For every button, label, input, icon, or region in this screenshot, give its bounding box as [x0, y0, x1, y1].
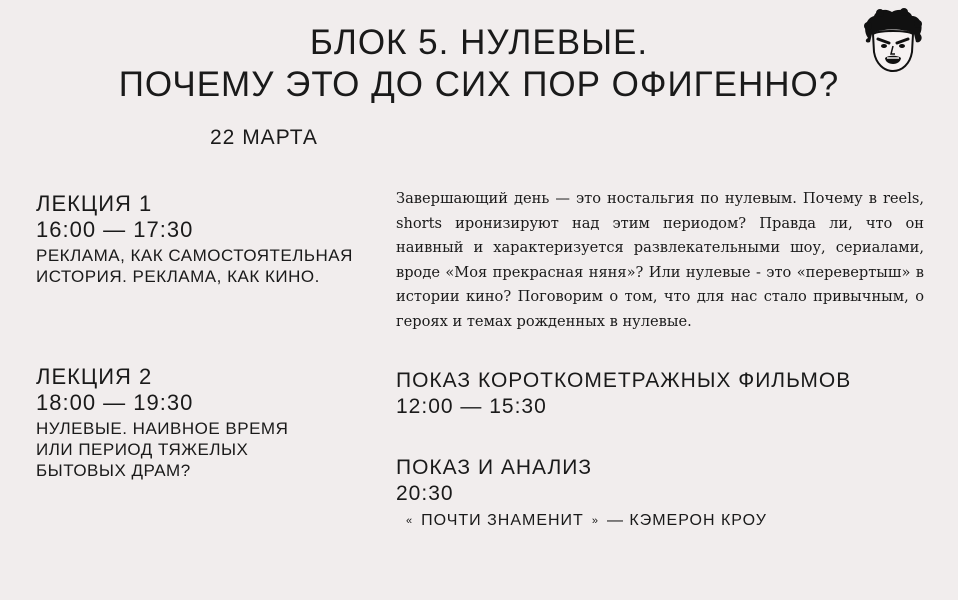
lecture-2-desc-line-2: ИЛИ ПЕРИОД ТЯЖЕЛЫХ	[36, 440, 249, 459]
film-title: ПОЧТИ ЗНАМЕНИТ	[421, 512, 584, 529]
lecture-2-desc-line-1: НУЛЕВЫЕ. НАИВНОЕ ВРЕМЯ	[36, 419, 289, 438]
quote-open: «	[406, 514, 414, 527]
lecture-2-title: ЛЕКЦИЯ 2	[36, 364, 153, 389]
screening-analysis	[396, 455, 936, 507]
shorts-time: 12:00 — 15:30	[396, 395, 547, 418]
title-line-2: ПОЧЕМУ ЭТО ДО СИХ ПОР ОФИГЕННО?	[118, 65, 840, 104]
screaming-face-icon	[858, 8, 928, 74]
shorts-title: ПОКАЗ КОРОТКОМЕТРАЖНЫХ ФИЛЬМОВ	[396, 369, 852, 392]
quote-close: »	[591, 514, 599, 527]
title-line-1: БЛОК 5. НУЛЕВЫЕ.	[309, 23, 649, 62]
lecture-2-time: 18:00 — 19:30	[36, 390, 194, 415]
lecture-1-title: ЛЕКЦИЯ 1	[36, 191, 153, 216]
lecture-1-time: 16:00 — 17:30	[36, 217, 194, 242]
screening-time: 20:30	[396, 482, 454, 505]
day-description: Завершающий день — это ностальгия по нулевым. Почему в reels, shorts иронизируют над этим периодом? Правда ли, что он наивный и характеризуется развлекательными шоу, сериалами, вроде «Моя прекрасная няня»? Или нулевые - это «перевертыш» в истории кино? Поговорим о том, что для нас стало привычным, о героях и темах рожденных в нулевые.	[396, 190, 924, 330]
page-title	[100, 22, 858, 106]
lecture-2	[36, 364, 366, 481]
lecture-1	[36, 191, 366, 287]
lecture-1-desc-line-2: ИСТОРИЯ. РЕКЛАМА, КАК КИНО.	[36, 267, 320, 286]
lecture-1-desc-line-1: РЕКЛАМА, КАК САМОСТОЯТЕЛЬНАЯ	[36, 246, 353, 265]
screening-title: ПОКАЗ И АНАЛИЗ	[396, 456, 593, 479]
lecture-2-desc-line-3: БЫТОВЫХ ДРАМ?	[36, 461, 191, 480]
shorts-screening	[396, 368, 936, 420]
film-director: — КЭМЕРОН КРОУ	[606, 512, 767, 529]
event-date: 22 МАРТА	[210, 126, 318, 149]
film-credit	[398, 512, 767, 530]
